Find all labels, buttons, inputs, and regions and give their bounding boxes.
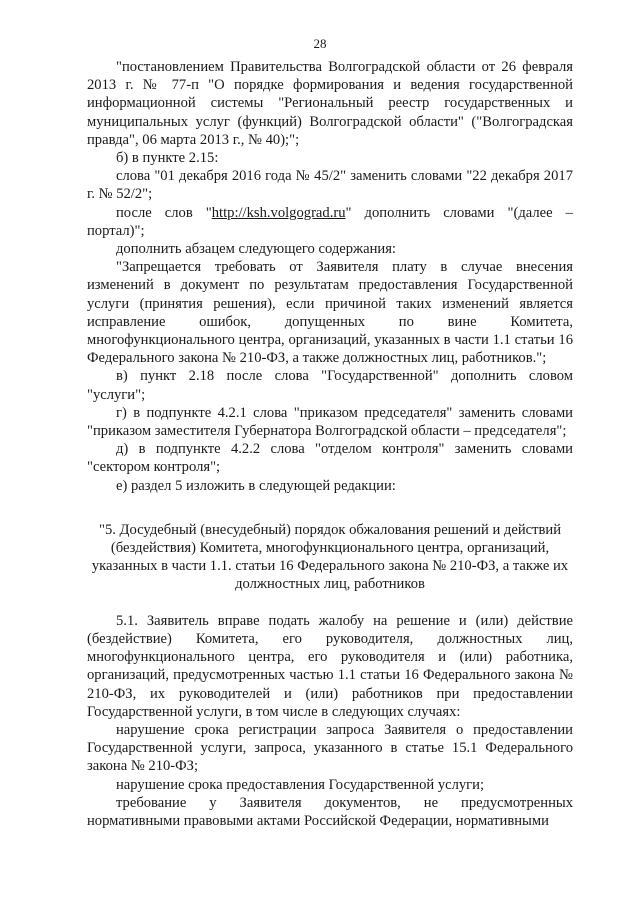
link-suffix-text: " дополнить словами "(далее – портал)"; (87, 204, 573, 239)
paragraph-after-link (87, 204, 573, 240)
paragraph-item-g: г) в подпункте 4.2.1 слова "приказом председателя" заменить словами "приказом заместителя Губернатора Волгоградской области – председателя"; (87, 404, 573, 440)
link-prefix-text: после слов " (116, 204, 212, 221)
section-heading: "5. Досудебный (внесудебный) порядок обжалования решений и действий (бездействия) Комитета, многофункционального центра, организаций, указанных в части 1.1. статьи 16 Федерального закона № 210-ФЗ, а также их должностных лиц, работников (91, 521, 569, 593)
paragraph-requirement-documents: требование у Заявителя документов, не предусмотренных нормативными правовыми актами Российской Федерации, нормативными (87, 794, 573, 829)
paragraph-item-v: в) пункт 2.18 после слова "Государственной" дополнить словом "услуги"; (87, 368, 573, 403)
document-body (87, 58, 573, 830)
paragraph-violation-registration: нарушение срока регистрации запроса Заявителя о предоставлении Государственной услуги, запроса, указанного в статье 15.1 Федерального закона № 210-ФЗ; (87, 721, 573, 775)
paragraph-violation-deadline: нарушение срока предоставления Государственной услуги; (116, 776, 485, 793)
paragraph-5-1: 5.1. Заявитель вправе подать жалобу на решение и (или) действие (бездействие) Комитета, его руководителя, должностных лиц, многофункционального центра, его руководителя и (или) работника, организаций, предусмотренных частью 1.1 статьи 16 Федерального закона № 210-ФЗ, их руководителей и (или) работников при предоставлении Государственной услуги, в том числе в следующих случаях: (87, 612, 573, 720)
paragraph-resolution-reference: "постановлением Правительства Волгоградской области от 26 февраля 2013 г. № 77-п "О порядке формирования и ведения государственной информационной системы "Региональный реестр государственных и муниципальных услуг (функций) Волгоградской области" ("Волгоградская правда", 06 марта 2013 г., № 40);"; (87, 59, 573, 148)
portal-link[interactable]: http://ksh.volgograd.ru (211, 204, 346, 221)
paragraph-add-clause: дополнить абзацем следующего содержания: (116, 241, 396, 258)
paragraph-item-e: е) раздел 5 изложить в следующей редакции: (116, 477, 396, 494)
paragraph-replace-words: слова "01 декабря 2016 года № 45/2" заменить словами "22 декабря 2017 г. № 52/2"; (87, 168, 573, 203)
page-number: 28 (313, 36, 327, 51)
paragraph-item-d: д) в подпункте 4.2.2 слова "отделом контроля" заменить словами "сектором контроля"; (87, 441, 573, 476)
paragraph-quoted-clause: "Запрещается требовать от Заявителя плату в случае внесения изменений в документ по результатам предоставления Государственной услуги (принятия решения), если причиной таких изменений является исправление ошибок, допущенных по вине Комитета, многофункционального центра, организаций, указанных в части 1.1 статьи 16 Федерального закона № 210-ФЗ, а также должностных лиц, работников."; (87, 259, 573, 367)
paragraph-item-b: б) в пункте 2.15: (116, 150, 219, 167)
